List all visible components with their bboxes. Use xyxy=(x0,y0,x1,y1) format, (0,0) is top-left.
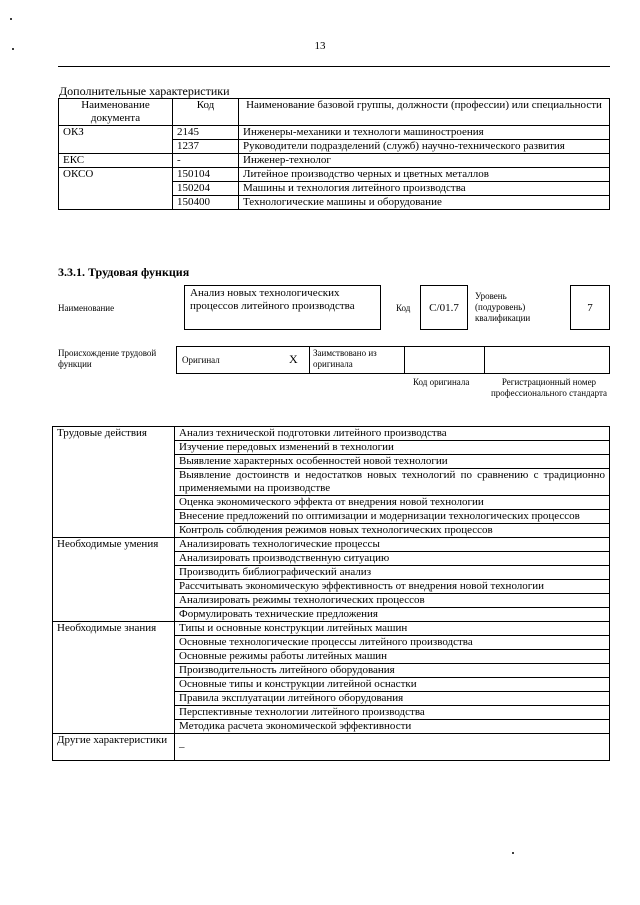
level-value-box: 7 xyxy=(570,285,610,330)
original-mark: X xyxy=(289,352,298,366)
labour-function-title: 3.3.1. Трудовая функция xyxy=(58,265,190,279)
list-item: Производить библиографический анализ xyxy=(175,566,610,580)
header-doc: Наименование документа xyxy=(59,99,173,126)
name-cell: Руководители подразделений (служб) научно-технического развития xyxy=(239,140,610,154)
list-item: Перспективные технологии литейного производства xyxy=(175,706,610,720)
table-row xyxy=(53,427,610,441)
name-cell: Литейное производство черных и цветных металлов xyxy=(239,168,610,182)
group-label: Другие характеристики xyxy=(53,734,175,761)
list-item: Методика расчета экономической эффективности xyxy=(175,720,610,734)
name-cell: Инженер-технолог xyxy=(239,154,610,168)
doc-cell: ОКЗ xyxy=(59,126,173,154)
list-item: Формулировать технические предложения xyxy=(175,608,610,622)
list-item: Производительность литейного оборудования xyxy=(175,664,610,678)
borrowed-label: Заимствовано из оригинала xyxy=(313,348,377,369)
table-row xyxy=(59,154,610,168)
list-item: Контроль соблюдения режимов новых технологических процессов xyxy=(175,524,610,538)
list-item: Анализ технической подготовки литейного производства xyxy=(175,427,610,441)
list-item: Основные типы и конструкции литейной оснастки xyxy=(175,678,610,692)
list-item: Изучение передовых изменений в технологии xyxy=(175,441,610,455)
list-item: Правила эксплуатации литейного оборудования xyxy=(175,692,610,706)
list-item: Анализировать производственную ситуацию xyxy=(175,552,610,566)
header-code: Код xyxy=(173,99,239,126)
divider xyxy=(404,346,405,374)
list-item: Анализировать технологические процессы xyxy=(175,538,610,552)
table-row xyxy=(53,622,610,636)
list-item: – xyxy=(175,734,610,761)
code-cell: - xyxy=(173,154,239,168)
header-name: Наименование базовой группы, должности (профессии) или специальности xyxy=(239,99,610,126)
name-cell: Технологические машины и оборудование xyxy=(239,196,610,210)
table-row xyxy=(59,168,610,182)
code-cell: 1237 xyxy=(173,140,239,154)
list-item: Основные режимы работы литейных машин xyxy=(175,650,610,664)
level-label: Уровень (подуровень) квалификации xyxy=(475,291,531,323)
function-code-box: C/01.7 xyxy=(420,285,468,330)
name-label: Наименование xyxy=(58,303,115,313)
group-label: Необходимые знания xyxy=(53,622,175,734)
origin-box xyxy=(176,346,610,374)
table-row xyxy=(59,126,610,140)
code-cell: 2145 xyxy=(173,126,239,140)
scan-speck xyxy=(512,852,514,854)
origin-label: Происхождение трудовой функции xyxy=(58,348,157,369)
list-item: Оценка экономического эффекта от внедрения новой технологии xyxy=(175,496,610,510)
function-name-box: Анализ новых технологических процессов литейного производства xyxy=(184,285,381,330)
scan-speck xyxy=(12,48,14,50)
header-rule xyxy=(58,66,610,67)
page-number: 13 xyxy=(314,40,326,52)
list-item: Выявление характерных особенностей новой технологии xyxy=(175,455,610,469)
divider xyxy=(309,346,310,374)
name-cell: Машины и технология литейного производства xyxy=(239,182,610,196)
code-original-label: Код оригинала xyxy=(413,377,470,387)
divider xyxy=(484,346,485,374)
reg-number-label: Регистрационный номер профессионального стандарта xyxy=(490,377,608,398)
original-label: Оригинал xyxy=(182,355,220,365)
doc-cell: ОКСО xyxy=(59,168,173,210)
list-item: Внесение предложений по оптимизации и модернизации технологических процессов xyxy=(175,510,610,524)
table-row xyxy=(53,734,610,761)
group-label: Трудовые действия xyxy=(53,427,175,538)
group-label: Необходимые умения xyxy=(53,538,175,622)
table-header-row xyxy=(59,99,610,126)
name-cell: Инженеры-механики и технологи машиностроения xyxy=(239,126,610,140)
code-cell: 150204 xyxy=(173,182,239,196)
list-item: Выявление достоинств и недостатков новых технологий по сравнению с традиционно применяемыми на производстве xyxy=(175,469,610,496)
additional-characteristics-title: Дополнительные характеристики xyxy=(59,84,230,98)
labour-function-details-table xyxy=(52,426,610,761)
code-cell: 150104 xyxy=(173,168,239,182)
list-item: Основные технологические процессы литейного производства xyxy=(175,636,610,650)
table-row xyxy=(53,538,610,552)
code-label: Код xyxy=(396,303,411,313)
list-item: Анализировать режимы технологических процессов xyxy=(175,594,610,608)
list-item: Рассчитывать экономическую эффективность от внедрения новой технологии xyxy=(175,580,610,594)
code-cell: 150400 xyxy=(173,196,239,210)
list-item: Типы и основные конструкции литейных машин xyxy=(175,622,610,636)
scan-speck xyxy=(10,18,12,20)
additional-characteristics-table xyxy=(58,98,610,210)
doc-cell: ЕКС xyxy=(59,154,173,168)
